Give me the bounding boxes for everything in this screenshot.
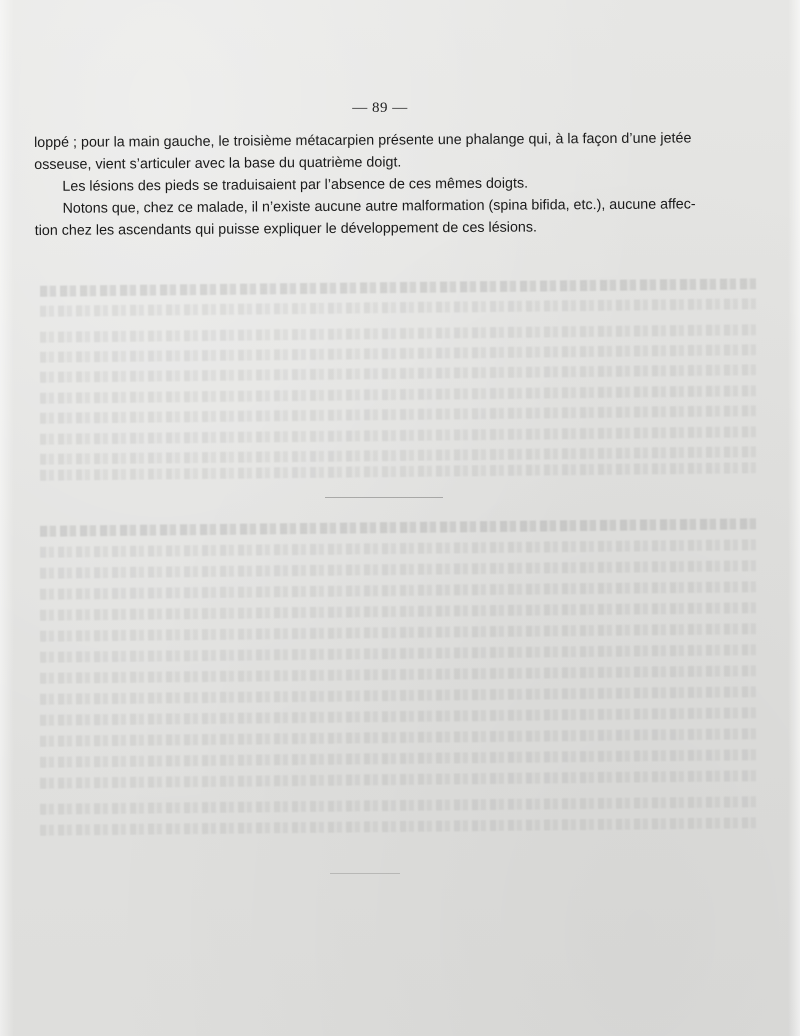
page-edge-left — [0, 0, 14, 1036]
bleed-line — [40, 686, 760, 705]
bleed-rule — [325, 497, 443, 498]
bleed-line — [40, 385, 760, 404]
bleed-line — [40, 560, 760, 579]
bleed-line — [40, 770, 760, 789]
bleed-line — [40, 324, 760, 343]
bleed-line — [40, 298, 760, 317]
bleed-line — [40, 539, 760, 558]
bleed-line — [40, 581, 760, 600]
paragraph-line: tion chez les ascendants qui puisse expliquer le développement de ces lésions. — [34, 219, 538, 239]
bleed-line — [40, 602, 760, 621]
bleed-line — [40, 405, 760, 424]
bleed-line — [40, 462, 760, 481]
paragraph-line: Notons que, chez ce malade, il n’existe aucune autre malformation (spina bifida, etc.), aucune affec- — [62, 196, 696, 217]
page-edge-right — [788, 0, 800, 1036]
bleed-line — [40, 707, 760, 726]
bleed-line — [40, 644, 760, 663]
bleed-line — [40, 518, 760, 537]
bleed-line — [40, 344, 760, 363]
bleed-line — [40, 446, 760, 465]
bleed-line — [40, 278, 760, 297]
paragraph-line: loppé ; pour la main gauche, le troisième métacarpien présente une phalange qui, à la façon d’une jetée — [34, 130, 692, 151]
bleed-line — [40, 364, 760, 383]
paragraph-line: Les lésions des pieds se traduisaient par l’absence de ces mêmes doigts. — [62, 175, 529, 195]
bleed-line — [40, 623, 760, 642]
body-text — [34, 127, 755, 242]
bleed-line — [40, 796, 760, 815]
bleed-line — [40, 665, 760, 684]
bleed-line — [40, 728, 760, 747]
bleed-line — [40, 817, 760, 836]
paragraph-line: osseuse, vient s’articuler avec la base du quatrième doigt. — [34, 154, 402, 173]
bleed-line — [40, 749, 760, 768]
bleed-line — [40, 426, 760, 445]
page-number: — 89 — — [352, 100, 408, 116]
bleed-rule — [330, 873, 400, 874]
